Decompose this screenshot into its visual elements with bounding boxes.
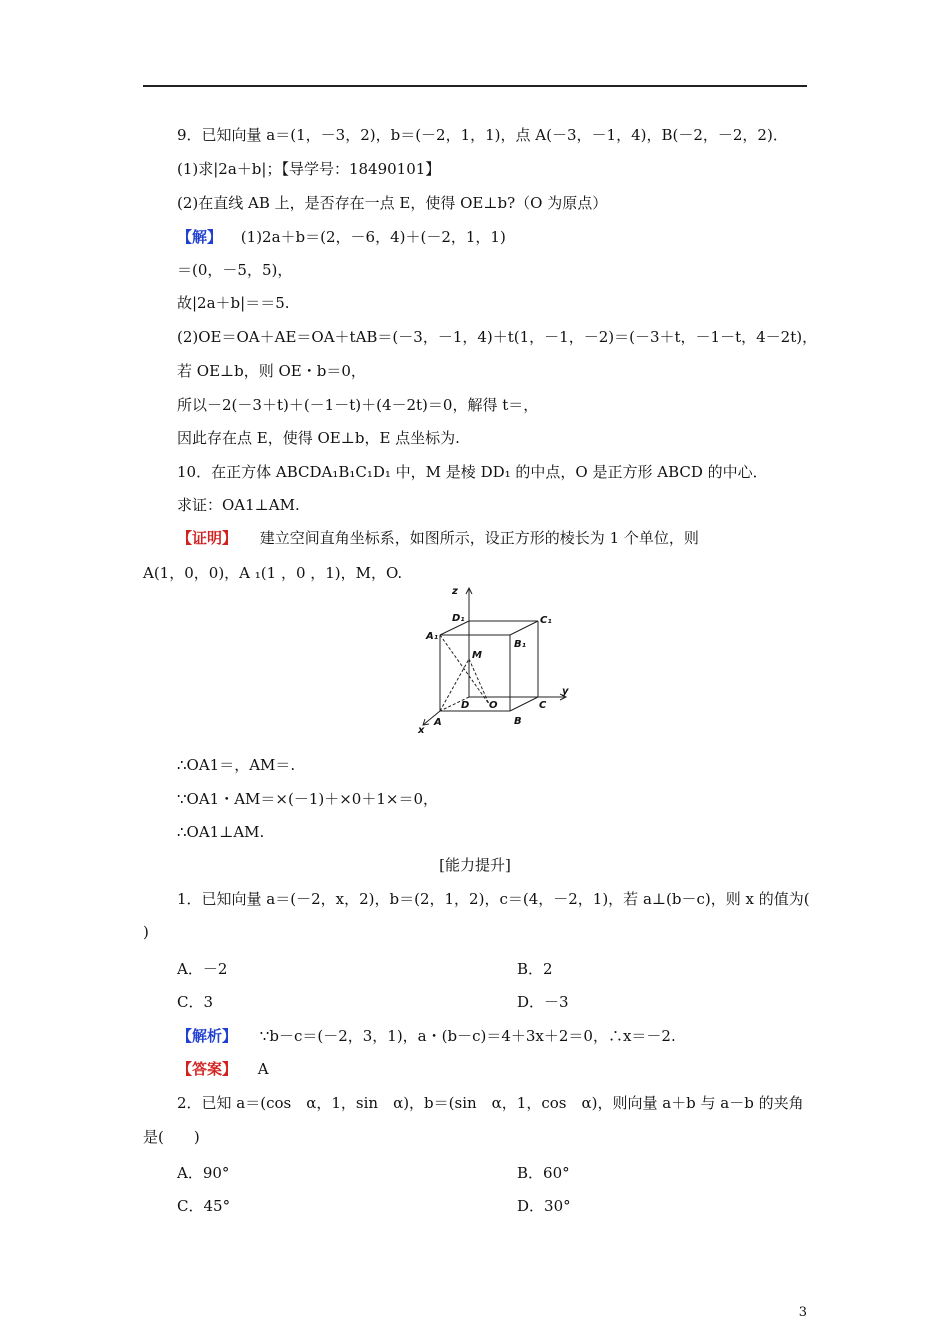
cube-figure <box>412 585 572 735</box>
q2-option-d: D．30° <box>517 1197 571 1215</box>
header-rule <box>143 85 807 87</box>
q10-proof-line: ∵OA1・AM＝×(－1)＋×0＋1×＝0， <box>177 790 438 808</box>
q9-solution-line: 所以－2(－3＋t)＋(－1－t)＋(4－2t)＝0，解得 t＝， <box>177 396 539 414</box>
label-D1: D₁ <box>452 613 465 624</box>
edge-BC <box>510 697 538 711</box>
answer-tag: 【答案】 <box>177 1060 238 1078</box>
label-D: D <box>461 700 470 711</box>
q2-option-b: B．60° <box>517 1164 570 1182</box>
q2-option-c: C．45° <box>177 1197 231 1215</box>
q10-proof-start <box>177 528 699 548</box>
q9-solution-line: (2)OE＝OA＋AE＝OA＋tAB＝(－3，－1，4)＋t(1，－1，－2)＝(－3＋t，－1－t，4－2t)， <box>177 328 818 346</box>
label-A: A <box>434 717 442 728</box>
q10-prove: 求证：OA1⊥AM. <box>177 496 300 514</box>
q1-answer <box>177 1059 269 1079</box>
q2-stem-end: 是( ) <box>143 1128 200 1146</box>
q1-option-a: A．－2 <box>177 960 228 978</box>
analysis-text: ∵b－c＝(－2，3，1)，a・(b－c)＝4＋3x＋2＝0，∴x＝－2. <box>259 1027 676 1045</box>
label-C: C <box>539 700 547 711</box>
q10-stem: 10．在正方体 ABCDA₁B₁C₁D₁ 中，M 是棱 DD₁ 的中点，O 是正方形 ABCD 的中心． <box>177 463 768 481</box>
section-title: [能力提升] <box>439 856 511 874</box>
q9-stem: 9．已知向量 a＝(1，－3，2)，b＝(－2，1，1)，点 A(－3，－1，4)，B(－2，－2，2)． <box>177 126 788 144</box>
q9-part1: (1)求|2a＋b|；【导学号：18490101】 <box>177 160 441 178</box>
q9-solution-line: 若 OE⊥b，则 OE・b＝0， <box>177 362 366 380</box>
q10-proof-line: A(1，0，0)，A ₁(1 ，0 ，1)，M，O. <box>143 564 403 582</box>
solution-tag: 【解】 <box>177 228 223 246</box>
label-C1: C₁ <box>540 615 552 626</box>
answer-text: A <box>257 1060 269 1078</box>
q1-solution <box>177 1026 676 1046</box>
segment-OA1 <box>440 635 489 704</box>
label-x: x <box>418 725 425 735</box>
proof-tag: 【证明】 <box>177 529 238 547</box>
q1-option-b: B．2 <box>517 960 553 978</box>
q1-stem: 1．已知向量 a＝(－2，x，2)，b＝(2，1，2)，c＝(4，－2，1)，若 a⊥(b－c)，则 x 的值为( <box>177 890 810 908</box>
solution-text: (1)2a＋b＝(2，－6，4)＋(－2，1，1) <box>240 228 506 246</box>
page-number: 3 <box>798 1305 807 1320</box>
label-B1: B₁ <box>514 639 527 650</box>
analysis-tag: 【解析】 <box>177 1027 238 1045</box>
proof-text: 建立空间直角坐标系，如图所示，设正方形的棱长为 1 个单位，则 <box>259 529 699 547</box>
q9-part2: (2)在直线 AB 上，是否存在一点 E，使得 OE⊥b?（O 为原点） <box>177 194 608 212</box>
edge-B1C1 <box>510 621 538 635</box>
q1-stem-end: ) <box>143 923 149 941</box>
q2-stem: 2．已知 a＝(cos α，1，sin α)，b＝(sin α，1，cos α)，则向量 a＋b 与 a－b 的夹角 <box>177 1094 804 1112</box>
q9-solution-line: 因此存在点 E，使得 OE⊥b，E 点坐标为. <box>177 429 460 447</box>
label-O: O <box>489 700 498 711</box>
label-z: z <box>452 586 458 597</box>
q10-proof-line: ∴OA1⊥AM. <box>177 823 265 841</box>
label-A1: A₁ <box>426 631 439 642</box>
q10-proof-line: ∴OA1＝，AM＝. <box>177 756 296 774</box>
q1-option-c: C．3 <box>177 993 214 1011</box>
label-y: y <box>562 686 569 697</box>
label-M: M <box>472 650 482 661</box>
q9-solution-line: ＝(0，－5，5)， <box>177 261 293 279</box>
q9-solution-line: 故|2a＋b|＝＝5. <box>177 294 290 312</box>
q2-option-a: A．90° <box>177 1164 230 1182</box>
q9-solution-start <box>177 227 506 247</box>
q1-option-d: D．－3 <box>517 993 569 1011</box>
label-B: B <box>514 716 522 727</box>
